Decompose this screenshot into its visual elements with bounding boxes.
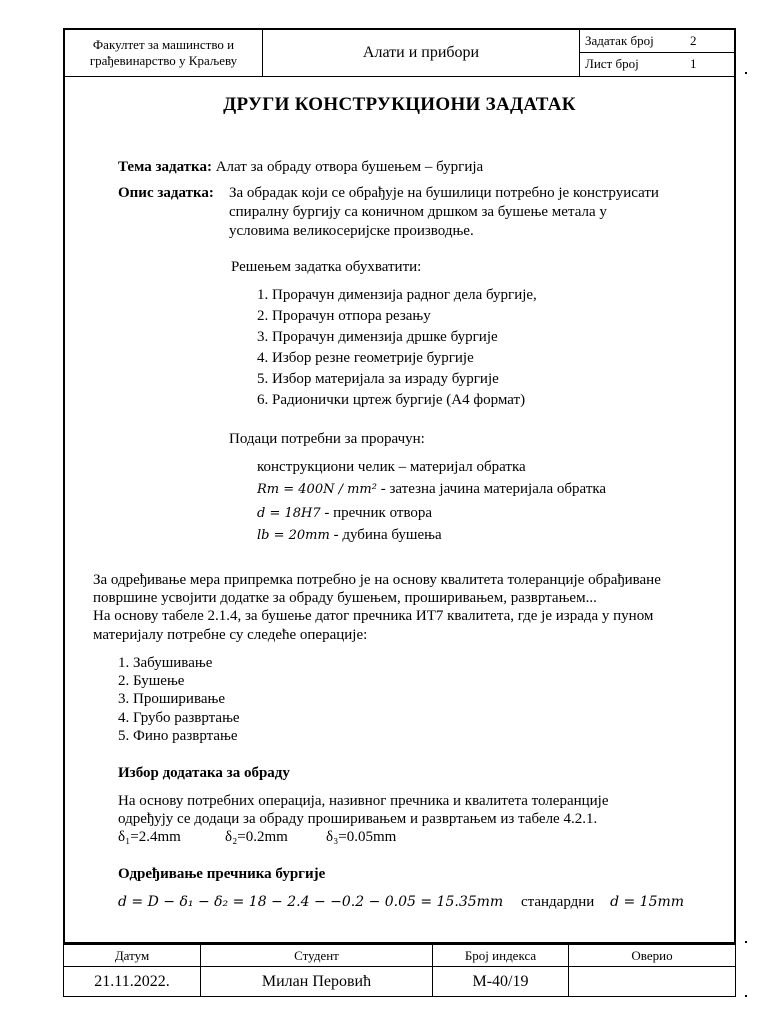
delta3-value: δ₃=0.05mm bbox=[326, 829, 397, 845]
scope-heading: Решењем задатка обухватити: bbox=[231, 259, 422, 275]
page-title: ДРУГИ КОНСТРУКЦИОНИ ЗАДАТАК bbox=[223, 94, 576, 115]
allowance-heading: Избор додатака за обраду bbox=[118, 765, 290, 781]
allowance-line1: На основу потребних операција, називног пречника и квалитета толеранције bbox=[118, 793, 609, 809]
task-number-label: Задатак број bbox=[585, 33, 654, 48]
d-formula: d = 18H7 bbox=[257, 506, 321, 521]
data-heading: Подаци потребни за прорачун: bbox=[229, 431, 425, 447]
task-number-value: 2 bbox=[690, 33, 697, 48]
paragraph2-line2: материјалу потребне су следеће операције: bbox=[93, 627, 368, 643]
d-description: - пречник отвора bbox=[324, 505, 433, 521]
corner-mark bbox=[745, 941, 747, 943]
scope-item: 2. Прорачун отпора резању bbox=[257, 308, 431, 324]
index-label: Број индекса bbox=[433, 945, 569, 967]
task-number-row bbox=[580, 30, 734, 53]
standard-value: d = 15mm bbox=[610, 894, 685, 910]
approved-label: Оверио bbox=[569, 945, 736, 967]
sheet-number-value: 1 bbox=[690, 56, 697, 71]
topic-text: Алат за обраду отвора бушењем – бургија bbox=[215, 159, 484, 175]
scope-item: 1. Прорачун димензија радног дела бургије, bbox=[257, 287, 537, 303]
paragraph1-line1: За одређивање мера припремка потребно је на основу квалитета толеранције обрађиване bbox=[93, 572, 661, 588]
scope-item: 4. Избор резне геометрије бургије bbox=[257, 350, 474, 366]
delta1-value: δ₁=2.4mm bbox=[118, 829, 181, 845]
course-cell: Алати и прибори bbox=[263, 30, 580, 76]
delta2-value: δ₂=0.2mm bbox=[225, 829, 288, 845]
diameter-equation-row bbox=[118, 893, 684, 912]
signature-table bbox=[63, 944, 736, 997]
operation-item: 2. Бушење bbox=[118, 673, 185, 690]
corner-mark bbox=[745, 72, 747, 74]
sheet-number-label: Лист број bbox=[585, 56, 639, 71]
scope-item: 6. Радионички цртеж бургије (А4 формат) bbox=[257, 392, 526, 408]
operation-item: 4. Грубо развртање bbox=[118, 709, 240, 726]
student-label: Студент bbox=[201, 945, 433, 967]
header-block bbox=[65, 30, 734, 77]
material-line: конструкциони челик – материјал обратка bbox=[257, 459, 526, 475]
topic-row bbox=[118, 158, 483, 177]
scope-item: 3. Прорачун димензија дршке бургије bbox=[257, 329, 498, 345]
paragraph2-line1: На основу табеле 2.1.4, за бушење датог пречника ИТ7 квалитета, где је израда у пуном bbox=[93, 608, 654, 624]
scope-item: 5. Избор материјала за израду бургије bbox=[257, 371, 499, 387]
operation-item: 5. Фино развртање bbox=[118, 727, 238, 744]
student-value: Милан Перовић bbox=[201, 967, 433, 997]
corner-mark bbox=[63, 48, 65, 50]
lb-formula: lb = 20mm bbox=[257, 528, 330, 543]
operation-item: 1. Забушивање bbox=[118, 655, 213, 671]
index-value: М-40/19 bbox=[433, 967, 569, 997]
rm-row bbox=[257, 480, 606, 499]
rm-formula: Rm = 400N / mm² bbox=[257, 482, 377, 497]
sheet-number-row bbox=[580, 53, 734, 75]
lb-description: - дубина бушења bbox=[333, 527, 442, 543]
lb-row bbox=[257, 526, 442, 545]
corner-mark bbox=[745, 995, 747, 997]
allowance-line2: одређују се додаци за обраду проширивањем и развртањем из табеле 4.2.1. bbox=[118, 811, 598, 827]
date-label: Датум bbox=[64, 945, 201, 967]
approved-value bbox=[569, 967, 736, 997]
rm-description: - затезна јачина материјала обратка bbox=[380, 481, 607, 497]
description-line-2: спиралну бургију са коничном дршком за бушење метала у bbox=[229, 204, 607, 220]
topic-label: Тема задатка: bbox=[118, 159, 212, 175]
standard-label: стандардни bbox=[520, 894, 595, 910]
diameter-heading: Одређивање пречника бургије bbox=[118, 866, 326, 882]
faculty-line-1: Факултет за машинство и bbox=[92, 37, 235, 52]
diameter-equation: d = D − δ₁ − δ₂ = 18 − 2.4 − −0.2 − 0.05 = 15.35mm bbox=[118, 894, 504, 910]
document-frame bbox=[63, 28, 736, 944]
description-line-3: условима великосеријске производње. bbox=[229, 223, 474, 239]
paragraph1-line2: површине усвојити додатке за обраду бушењем, проширивањем, развртањем... bbox=[93, 590, 597, 606]
task-info-cell bbox=[580, 30, 734, 76]
faculty-line-2: грађевинарство у Краљеву bbox=[89, 53, 238, 68]
date-value: 21.11.2022. bbox=[64, 967, 201, 997]
description-line-1: За обрадак који се обрађује на бушилици потребно је конструисати bbox=[229, 185, 659, 201]
faculty-cell bbox=[65, 30, 263, 76]
operation-item: 3. Проширивање bbox=[118, 691, 225, 708]
description-label: Опис задатка: bbox=[118, 185, 214, 201]
d-row bbox=[257, 504, 432, 523]
